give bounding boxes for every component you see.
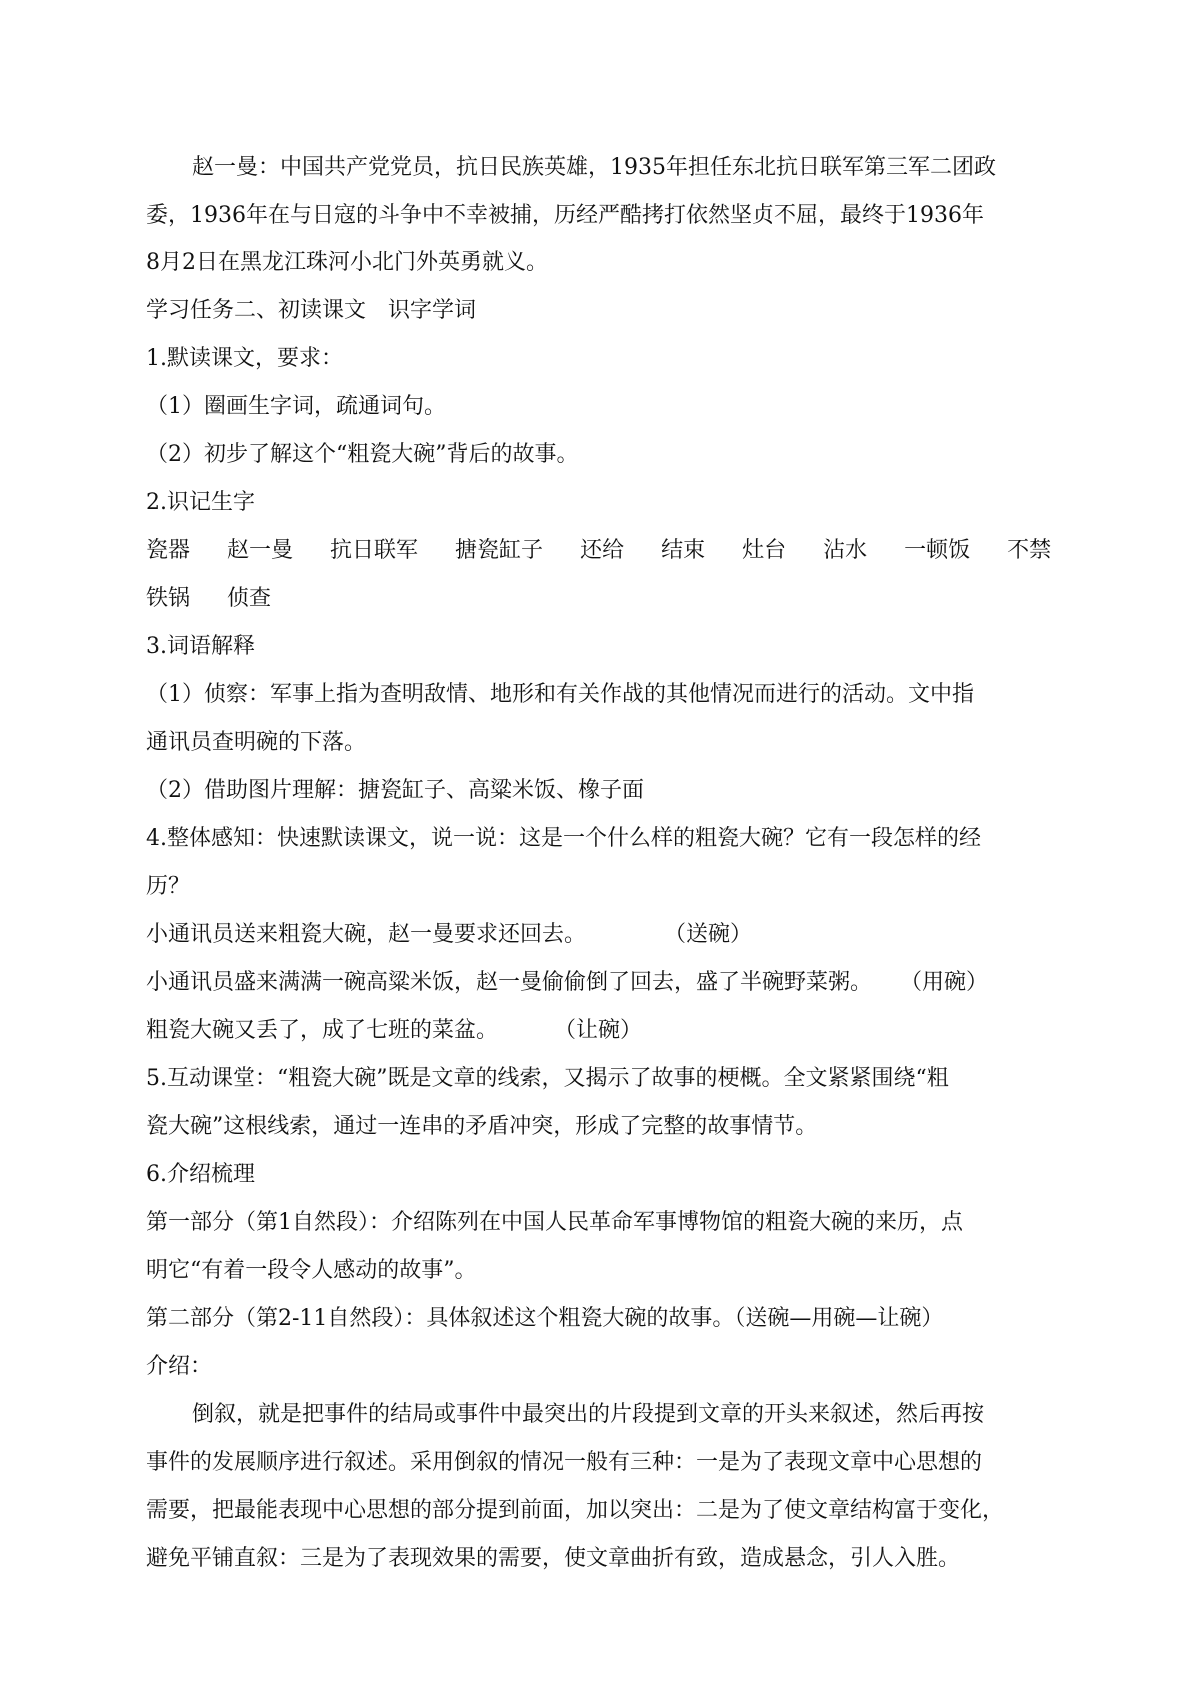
intro-line-3: 8月2日在黑龙江珠河小北门外英勇就义。: [146, 250, 548, 275]
event-send-bowl: [146, 920, 752, 950]
item5-line-1: 5.互动课堂：“粗瓷大碗”既是文章的线索，又揭示了故事的梗概。全文紧紧围绕“粗: [146, 1066, 949, 1091]
event-text: 小通讯员送来粗瓷大碗，赵一曼要求还回去。: [146, 922, 587, 947]
task2-heading: 学习任务二、初读课文 识字学词: [146, 298, 477, 323]
vocab-row-2: [146, 584, 301, 614]
vocab-word: 铁锅: [146, 586, 191, 611]
event-tag: （用碗）: [900, 970, 989, 995]
event-text: 小通讯员盛来满满一碗高粱米饭，赵一曼偷偷倒了回去，盛了半碗野菜粥。: [146, 970, 873, 995]
item5-line-2: 瓷大碗”这根线索，通过一连串的矛盾冲突，形成了完整的故事情节。: [146, 1114, 818, 1139]
vocab-word: 还给: [580, 538, 625, 563]
item1-point-2: （2）初步了解这个“粗瓷大碗”背后的故事。: [146, 442, 579, 467]
vocab-word: 灶台: [742, 538, 787, 563]
intro-line-2: 委，1936年在与日寇的斗争中不幸被捕，历经严酷拷打依然坚贞不屈，最终于1936年: [146, 203, 984, 228]
item6-title: 6.介绍梳理: [146, 1162, 255, 1187]
item4-title-line-1: 4.整体感知：快速默读课文，说一说：这是一个什么样的粗瓷大碗？它有一段怎样的经: [146, 826, 981, 851]
item3-point-2: （2）借助图片理解：搪瓷缸子、高粱米饭、橡子面: [146, 778, 644, 803]
part1-line-2: 明它“有着一段令人感动的故事”。: [146, 1258, 477, 1283]
item3-title: 3.词语解释: [146, 634, 255, 659]
item3-point-1-line-2: 通讯员查明碗的下落。: [146, 730, 367, 755]
event-tag: （送碗）: [664, 922, 753, 947]
vocab-word: 搪瓷缸子: [455, 538, 544, 563]
vocab-row-1: [146, 536, 1081, 566]
part1-line-1: 第一部分（第1自然段）：介绍陈列在中国人民革命军事博物馆的粗瓷大碗的来历，点: [146, 1210, 963, 1235]
item3-point-1-line-1: （1）侦察：军事上指为查明敌情、地形和有关作战的其他情况而进行的活动。文中指: [146, 682, 974, 707]
vocab-word: 赵一曼: [227, 538, 294, 563]
flashback-line-2: 事件的发展顺序进行叙述。采用倒叙的情况一般有三种：一是为了表现文章中心思想的: [146, 1450, 983, 1475]
vocab-word: 沾水: [823, 538, 868, 563]
event-text: 粗瓷大碗又丢了，成了七班的菜盆。: [146, 1018, 499, 1043]
vocab-word: 抗日联军: [330, 538, 419, 563]
item1-point-1: （1）圈画生字词，疏通词句。: [146, 394, 446, 419]
vocab-word: 瓷器: [146, 538, 191, 563]
flashback-line-1: 倒叙，就是把事件的结局或事件中最突出的片段提到文章的开头来叙述，然后再按: [192, 1402, 985, 1427]
item1-title: 1.默读课文，要求：: [146, 346, 343, 371]
part2-line: 第二部分（第2-11自然段）：具体叙述这个粗瓷大碗的故事。（送碗—用碗—让碗）: [146, 1306, 944, 1331]
vocab-word: 侦查: [227, 586, 272, 611]
event-give-bowl: [146, 1016, 642, 1046]
vocab-word: 一顿饭: [904, 538, 971, 563]
event-use-bowl: [146, 968, 988, 998]
item2-title: 2.识记生字: [146, 490, 255, 515]
intro-label: 介绍：: [146, 1354, 213, 1379]
flashback-line-3: 需要，把最能表现中心思想的部分提到前面，加以突出：二是为了使文章结构富于变化，: [146, 1498, 1005, 1523]
item4-title-line-2: 历？: [146, 874, 191, 899]
intro-line-1: 赵一曼：中国共产党党员，抗日民族英雄，1935年担任东北抗日联军第三军二团政: [192, 155, 996, 180]
vocab-word: 结束: [661, 538, 706, 563]
event-tag: （让碗）: [554, 1018, 643, 1043]
flashback-line-4: 避免平铺直叙：三是为了表现效果的需要，使文章曲折有致，造成悬念，引人入胜。: [146, 1546, 961, 1571]
vocab-word: 不禁: [1007, 538, 1052, 563]
